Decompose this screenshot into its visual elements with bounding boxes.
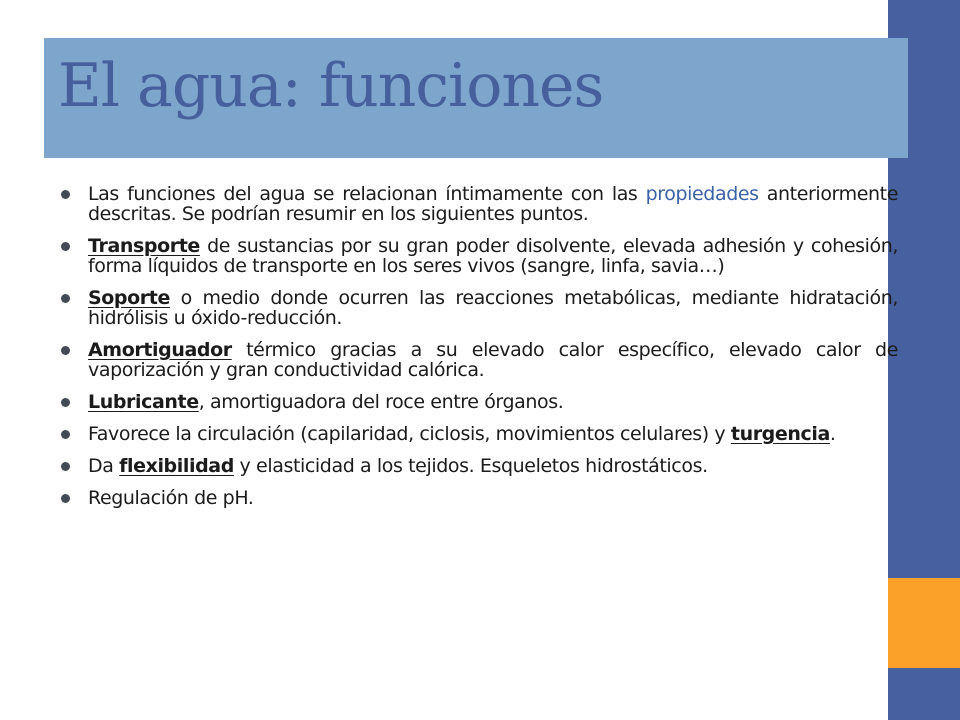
keyword-flexibilidad: flexibilidad	[119, 455, 234, 477]
keyword-turgencia: turgencia	[730, 423, 830, 445]
bullet-amortiguador	[60, 340, 898, 380]
bullet-text: Favorece la circulación (capilaridad, ciclosis, movimientos celulares) y	[88, 423, 731, 445]
bullet-ph	[60, 488, 898, 508]
side-accent	[888, 578, 960, 668]
bullet-flexibilidad	[60, 456, 898, 476]
bullet-lubricante	[60, 392, 898, 412]
keyword-soporte: Soporte	[88, 287, 170, 309]
bullet-text: .	[829, 423, 836, 445]
bullet-text: y elasticidad a los tejidos. Esqueletos hidrostáticos.	[233, 455, 708, 477]
bullet-soporte	[60, 288, 898, 328]
bullet-text: Regulación de pH.	[88, 487, 254, 509]
highlight-propiedades: propiedades	[645, 183, 759, 205]
bullet-text: Las funciones del agua se relacionan íntimamente con las	[88, 183, 646, 205]
bullet-text: o medio donde ocurren las reacciones metabólicas, mediante hidratación, hidrólisis u óxido-reducción.	[88, 287, 898, 329]
keyword-lubricante: Lubricante	[88, 391, 199, 413]
keyword-transporte: Transporte	[88, 235, 200, 257]
bullet-list	[60, 184, 898, 520]
bullet-text: térmico gracias a su elevado calor específico, elevado calor de vaporización y gran conductividad calórica.	[88, 339, 898, 381]
bullet-text: , amortiguadora del roce entre órganos.	[198, 391, 564, 413]
bullet-intro	[60, 184, 898, 224]
bullet-text: anteriormente descritas. Se podrían resumir en los siguientes puntos.	[88, 183, 898, 225]
bullet-text: Da	[88, 455, 120, 477]
bullet-text: de sustancias por su gran poder disolvente, elevada adhesión y cohesión, forma líquidos de transporte en los seres vivos (sangre, linfa, savia…)	[88, 235, 898, 277]
keyword-amortiguador: Amortiguador	[88, 339, 232, 361]
bullet-circulacion	[60, 424, 898, 444]
slide-title: El agua: funciones	[58, 51, 604, 121]
side-bar-bottom	[888, 668, 960, 720]
bullet-transporte	[60, 236, 898, 276]
